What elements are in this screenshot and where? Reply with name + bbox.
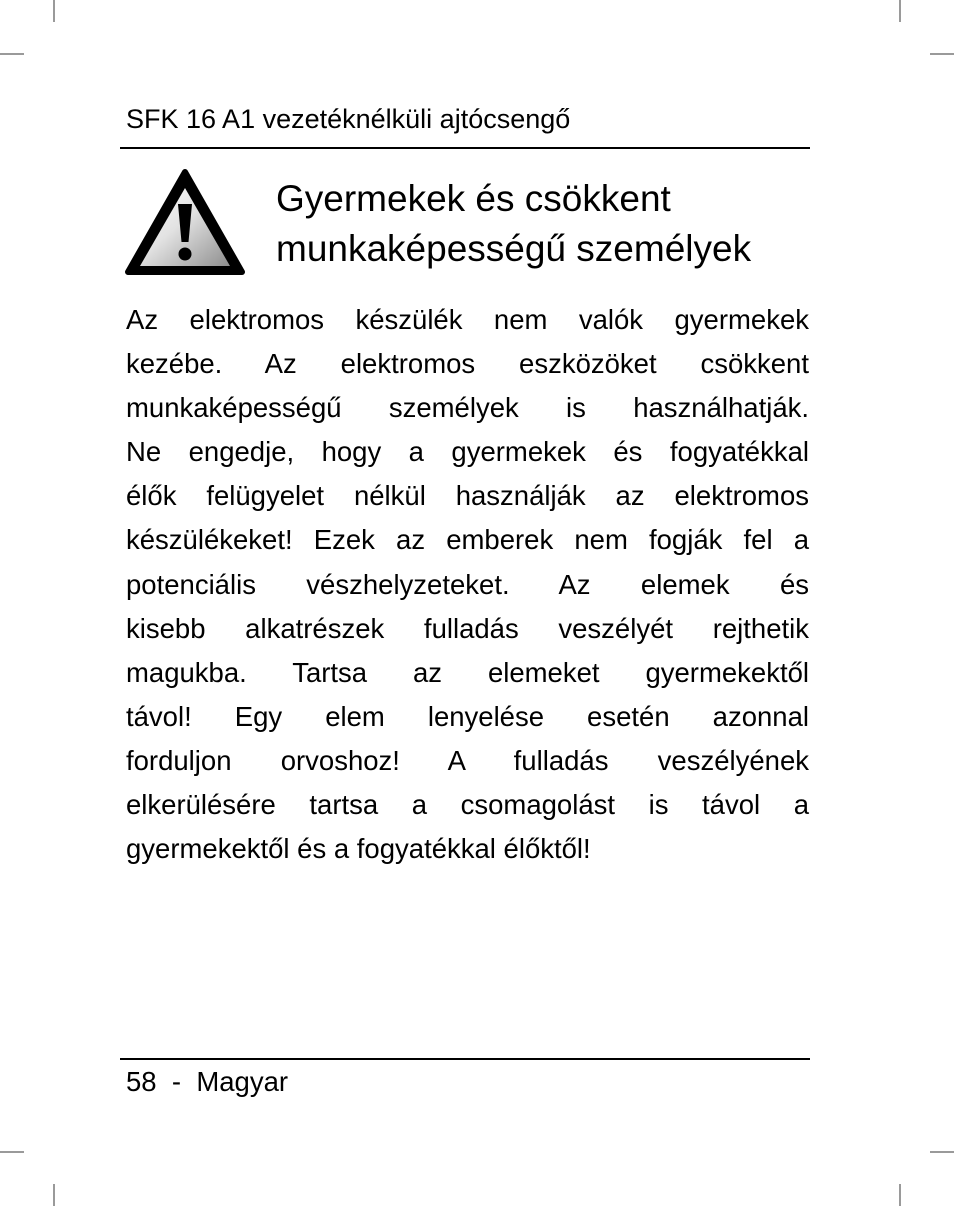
footer-language: Magyar xyxy=(196,1066,289,1097)
crop-mark-bottom-right xyxy=(899,1184,901,1206)
header-rule xyxy=(120,147,810,149)
body-line: elkerülésére tartsa a csomagolást is távol a xyxy=(126,789,809,821)
body-line: potenciális vészhelyzeteket. Az elemek és xyxy=(126,568,809,600)
crop-mark-top-right-h xyxy=(930,53,954,55)
crop-mark-bottom-left-h xyxy=(0,1151,24,1153)
body-line: kisebb alkatrészek fulladás veszélyét rejthetik xyxy=(126,612,809,644)
section-title xyxy=(276,174,810,274)
body-line: magukba. Tartsa az elemeket gyermekektől xyxy=(126,656,809,688)
body-line: készülékeket! Ezek az emberek nem fogják fel a xyxy=(126,524,809,556)
body-line: gyermekektől és a fogyatékkal élőktől! xyxy=(126,833,591,865)
crop-mark-bottom-right-h xyxy=(930,1151,954,1153)
footer-rule xyxy=(120,1058,810,1060)
crop-mark-top-left-h xyxy=(0,53,24,55)
warning-triangle-icon xyxy=(124,168,246,278)
body-line: kezébe. Az elektromos eszközöket csökkent xyxy=(126,348,809,380)
body-line: Ne engedje, hogy a gyermekek és fogyatékkal xyxy=(126,436,809,468)
footer-separator: - xyxy=(171,1066,182,1097)
page-footer xyxy=(126,1062,288,1102)
crop-mark-top-left xyxy=(53,0,55,22)
body-paragraph xyxy=(126,298,809,871)
page-number: 58 xyxy=(126,1066,157,1097)
body-line: élők felügyelet nélkül használják az elektromos xyxy=(126,480,809,512)
body-line: forduljon orvoshoz! A fulladás veszélyének xyxy=(126,744,809,776)
section-title-line-1: Gyermekek és csökkent xyxy=(276,178,671,219)
body-line: Az elektromos készülék nem valók gyermekek xyxy=(126,304,809,335)
body-line: távol! Egy elem lenyelése esetén azonnal xyxy=(126,700,809,732)
crop-mark-top-right xyxy=(899,0,901,22)
body-line: munkaképességű személyek is használhatják. xyxy=(126,392,809,424)
running-header-title: SFK 16 A1 vezetéknélküli ajtócsengő xyxy=(126,104,571,134)
crop-mark-bottom-left xyxy=(53,1184,55,1206)
section-title-line-2: munkaképességű személyek xyxy=(276,228,752,269)
